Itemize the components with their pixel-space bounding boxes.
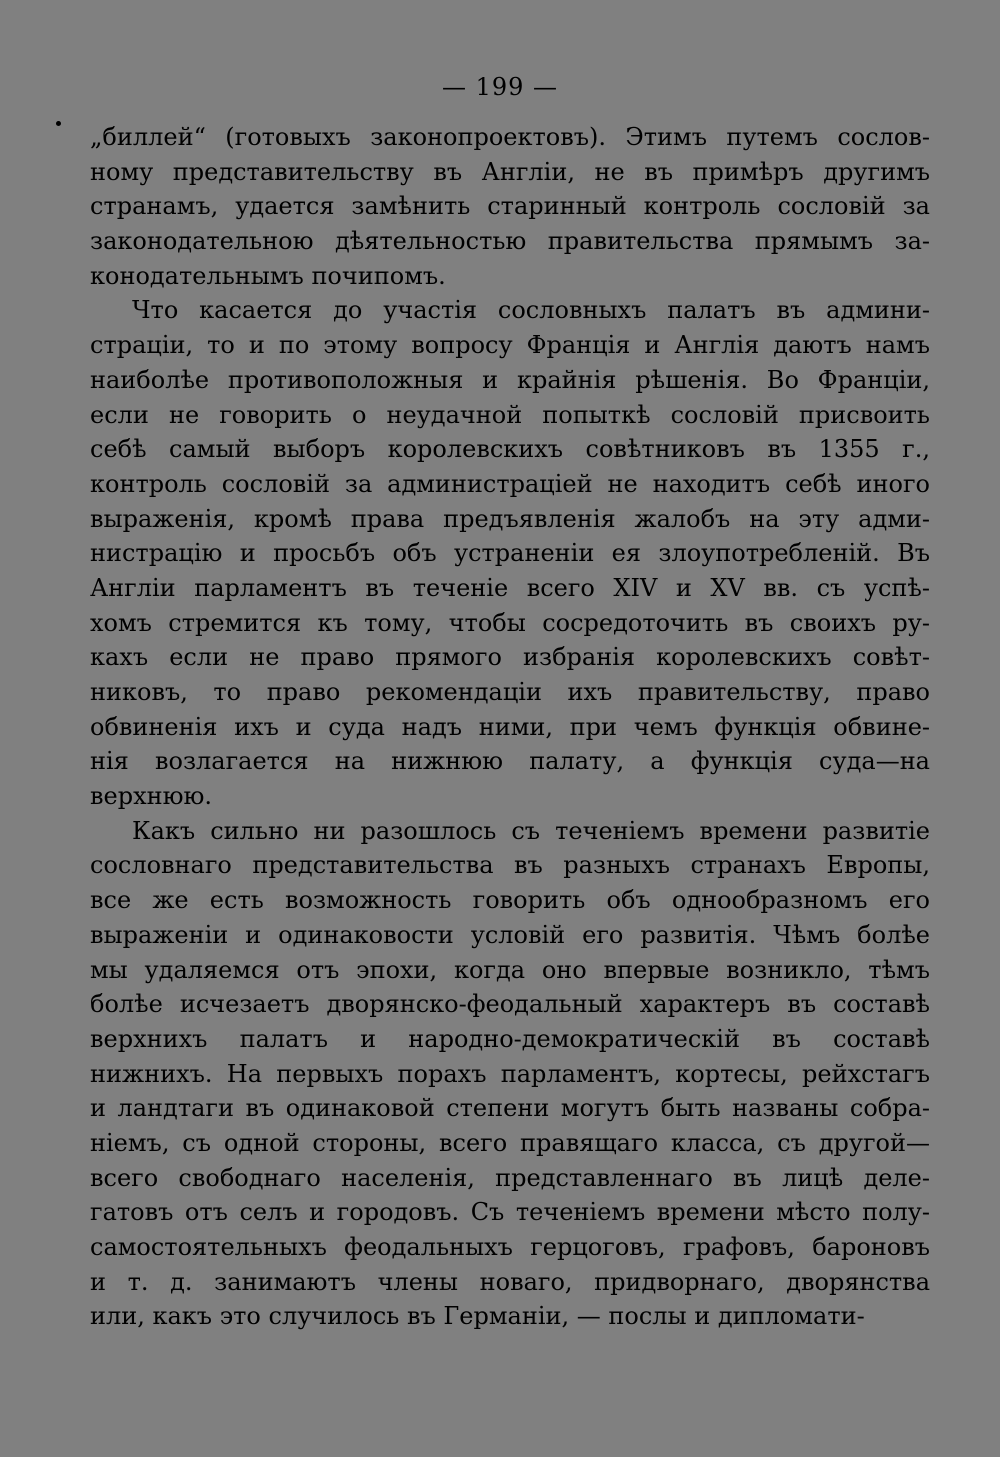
text-line: Что касается до участія сословныхъ палатъ въ админи- [132, 296, 930, 325]
text-line: кахъ если не право прямого избранія королевскихъ совѣт- [90, 643, 930, 672]
text-line: себѣ самый выборъ королевскихъ совѣтниковъ въ 1355 г., [90, 435, 930, 464]
text-line: обвиненія ихъ и суда надъ ними, при чемъ функція обвине- [90, 712, 930, 741]
page-number: — 199 — [441, 73, 559, 101]
paragraph [90, 120, 930, 293]
text-line: и ландтаги въ одинаковой степени могутъ быть названы собра- [90, 1094, 930, 1123]
text-line: ному представительству въ Англіи, не въ примѣръ другимъ [90, 157, 930, 186]
text-line: если не говорить о неудачной попыткѣ сословій присвоить [90, 400, 930, 429]
text-line: наиболѣе противоположныя и крайнія рѣшенія. Во Франціи, [90, 365, 930, 394]
paragraph [90, 293, 930, 813]
text-line: нія возлагается на нижнюю палату, а функція суда—на [90, 747, 930, 776]
text-line: болѣе исчезаетъ дворянско-феодальный характеръ въ составѣ [90, 990, 930, 1019]
text-line: гатовъ отъ селъ и городовъ. Съ теченіемъ времени мѣсто полу- [90, 1198, 930, 1227]
text-line: верхнихъ палатъ и народно-демократическій въ составѣ [90, 1024, 930, 1053]
text-line: сословнаго представительства въ разныхъ странахъ Европы, [90, 851, 930, 880]
text-line: никовъ, то право рекомендаціи ихъ правительству, право [90, 678, 930, 706]
text-line: ніемъ, съ одной стороны, всего правящаго класса, съ другой— [90, 1128, 930, 1157]
text-line: нистрацію и просьбъ объ устраненіи ея злоупотребленій. Въ [90, 539, 930, 568]
text-line: Какъ сильно ни разошлось съ теченіемъ времени развитіе [132, 816, 930, 845]
text-line: законодательною дѣятельностью правительства прямымъ за- [90, 227, 930, 256]
text-line: „биллей“ (готовыхъ законопроектовъ). Этимъ путемъ сослов- [90, 123, 930, 151]
text-line: контроль сословій за администраціей не находитъ себѣ иного [90, 469, 930, 498]
text-line: самостоятельныхъ феодальныхъ герцоговъ, графовъ, бароновъ [90, 1233, 930, 1261]
text-line: все же есть возможность говорить объ однообразномъ его [90, 886, 930, 915]
ink-speck [56, 121, 61, 126]
text-line: хомъ стремится къ тому, чтобы сосредоточить въ своихъ ру- [90, 608, 930, 637]
text-line: выраженія, кромѣ права предъявленія жалобъ на эту адми- [90, 504, 930, 533]
body-text [90, 120, 930, 1334]
text-line: мы удаляемся отъ эпохи, когда оно впервые возникло, тѣмъ [90, 955, 930, 984]
text-line: верхнюю. [90, 782, 213, 811]
text-line: выраженіи и одинаковости условій его развитія. Чѣмъ болѣе [90, 920, 930, 949]
paragraph [90, 814, 930, 1334]
text-line: и т. д. занимаютъ члены новаго, придворнаго, дворянства [90, 1267, 930, 1296]
text-line: страціи, то и по этому вопросу Франція и Англія даютъ намъ [90, 331, 930, 360]
text-line: Англіи парламентъ въ теченіе всего XIV и XV вв. съ успѣ- [90, 573, 930, 602]
text-line: конодательнымъ почипомъ. [90, 261, 446, 290]
text-line: странамъ, удается замѣнить старинный контроль сословій за [90, 192, 930, 221]
text-line: всего свободнаго населенія, представленнаго въ лицѣ деле- [90, 1163, 930, 1192]
text-line: или, какъ это случилось въ Германіи, — послы и дипломати- [90, 1302, 865, 1331]
text-line: нижнихъ. На первыхъ порахъ парламентъ, кортесы, рейхстагъ [90, 1059, 930, 1088]
